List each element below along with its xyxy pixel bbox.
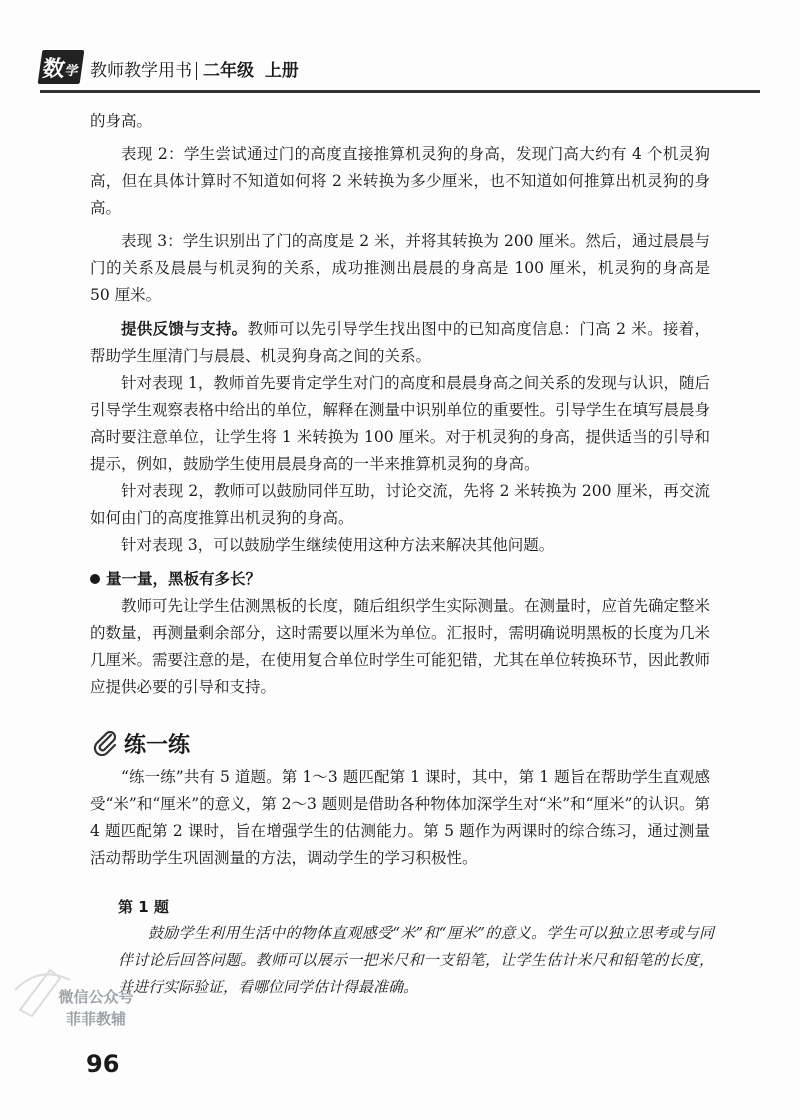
paperclip-icon — [92, 730, 120, 758]
book-title — [90, 56, 299, 81]
watermark-line-1: 微信公众号 — [58, 988, 134, 1006]
practice-heading — [92, 728, 190, 759]
paragraph-response-3: 针对表现 3，可以鼓励学生继续使用这种方法来解决其他问题。 — [121, 536, 555, 554]
question-1-body — [118, 920, 714, 1001]
section-heading-blackboard — [90, 566, 710, 593]
watermark-text — [56, 986, 136, 1030]
watermark-line-2: 菲菲教辅 — [65, 1010, 126, 1028]
paragraph-response-1: 针对表现 1，教师首先要肯定学生对门的高度和晨晨身高之间关系的发现与认识，随后引导学生观察表格中给出的单位，解释在测量中识别单位的重要性。引导学生在填写晨晨身高时要注意单位，让学生将 1 米转换为 100 厘米。对于机灵狗的身高，提供适当的引导和提示，例如，鼓励学生使用晨晨身高的一半来推算机灵狗的身高。 — [90, 374, 711, 473]
feedback-lead: 提供反馈与支持。 — [121, 319, 248, 338]
book-title-text: 教师教学用书 — [90, 61, 192, 81]
logo-brand-tail: 学 — [64, 64, 80, 79]
body-section-practice — [90, 764, 710, 872]
paragraph-continuation: 的身高。 — [90, 112, 153, 130]
paragraph-practice: “练一练”共有 5 道题。第 1～3 题匹配第 1 课时，其中，第 1 题旨在帮助学生直观感受“米”和“厘米”的意义，第 2～3 题则是借助各种物体加深学生对“米”和“厘米”的认识。第 4 题匹配第 2 课时，旨在增强学生的估测能力。第 5 题作为两课时的综合练习，通过测量活动帮助学生巩固测量的方法，调动学生的学习积极性。 — [90, 768, 710, 867]
paragraph-feedback — [90, 315, 710, 370]
subject-logo — [38, 50, 85, 84]
running-header — [40, 48, 760, 88]
header-divider — [40, 90, 760, 93]
paragraph-response-2: 针对表现 2，教师可以鼓励同伴互助，讨论交流，先将 2 米转换为 200 厘米，再交流如何由门的高度推算出机灵狗的身高。 — [90, 482, 710, 527]
bullet-dot-icon — [90, 574, 100, 584]
blackboard-heading-text: 量一量，黑板有多长？ — [106, 570, 262, 588]
feedback-text: 教师可以先引导学生找出图中的已知高度信息：门高 2 米。接着，帮助学生厘清门与晨晨、机灵狗身高之间的关系。 — [90, 320, 710, 365]
paragraph-performance-2: 表现 2：学生尝试通过门的高度直接推算机灵狗的身高，发现门高大约有 4 个机灵狗高，但在具体计算时不知道如何将 2 米转换为多少厘米，也不知道如何推算出机灵狗的身高。 — [90, 145, 710, 217]
paragraph-question-1: 鼓励学生利用生活中的物体直观感受“米”和“厘米”的意义。学生可以独立思考或与同伴讨论后回答问题。教师可以展示一把米尺和一支铅笔，让学生估计米尺和铅笔的长度，并进行实际验证，看哪位同学估计得最准确。 — [118, 924, 714, 996]
logo-brand: 数 — [40, 56, 67, 82]
body-section-1 — [90, 108, 710, 559]
question-1-heading: 第 1 题 — [118, 898, 169, 916]
practice-heading-text: 练一练 — [124, 733, 191, 758]
body-section-2 — [90, 566, 710, 701]
grade-label: 二年级 — [203, 61, 254, 81]
title-separator — [196, 62, 197, 80]
paragraph-blackboard: 教师可先让学生估测黑板的长度，随后组织学生实际测量。在测量时，应首先确定整米的数量，再测量剩余部分，这时需要以厘米为单位。汇报时，需明确说明黑板的长度为几米几厘米。需要注意的是，在使用复合单位时学生可能犯错，尤其在单位转换环节，因此教师应提供必要的引导和支持。 — [90, 597, 711, 696]
paragraph-performance-3: 表现 3：学生识别出了门的高度是 2 米，并将其转换为 200 厘米。然后，通过晨晨与门的关系及晨晨与机灵狗的关系，成功推测出晨晨的身高是 100 厘米，机灵狗的身高是 50 厘米。 — [90, 232, 710, 304]
page-number: 96 — [86, 1050, 120, 1078]
volume-label: 上册 — [264, 61, 299, 81]
